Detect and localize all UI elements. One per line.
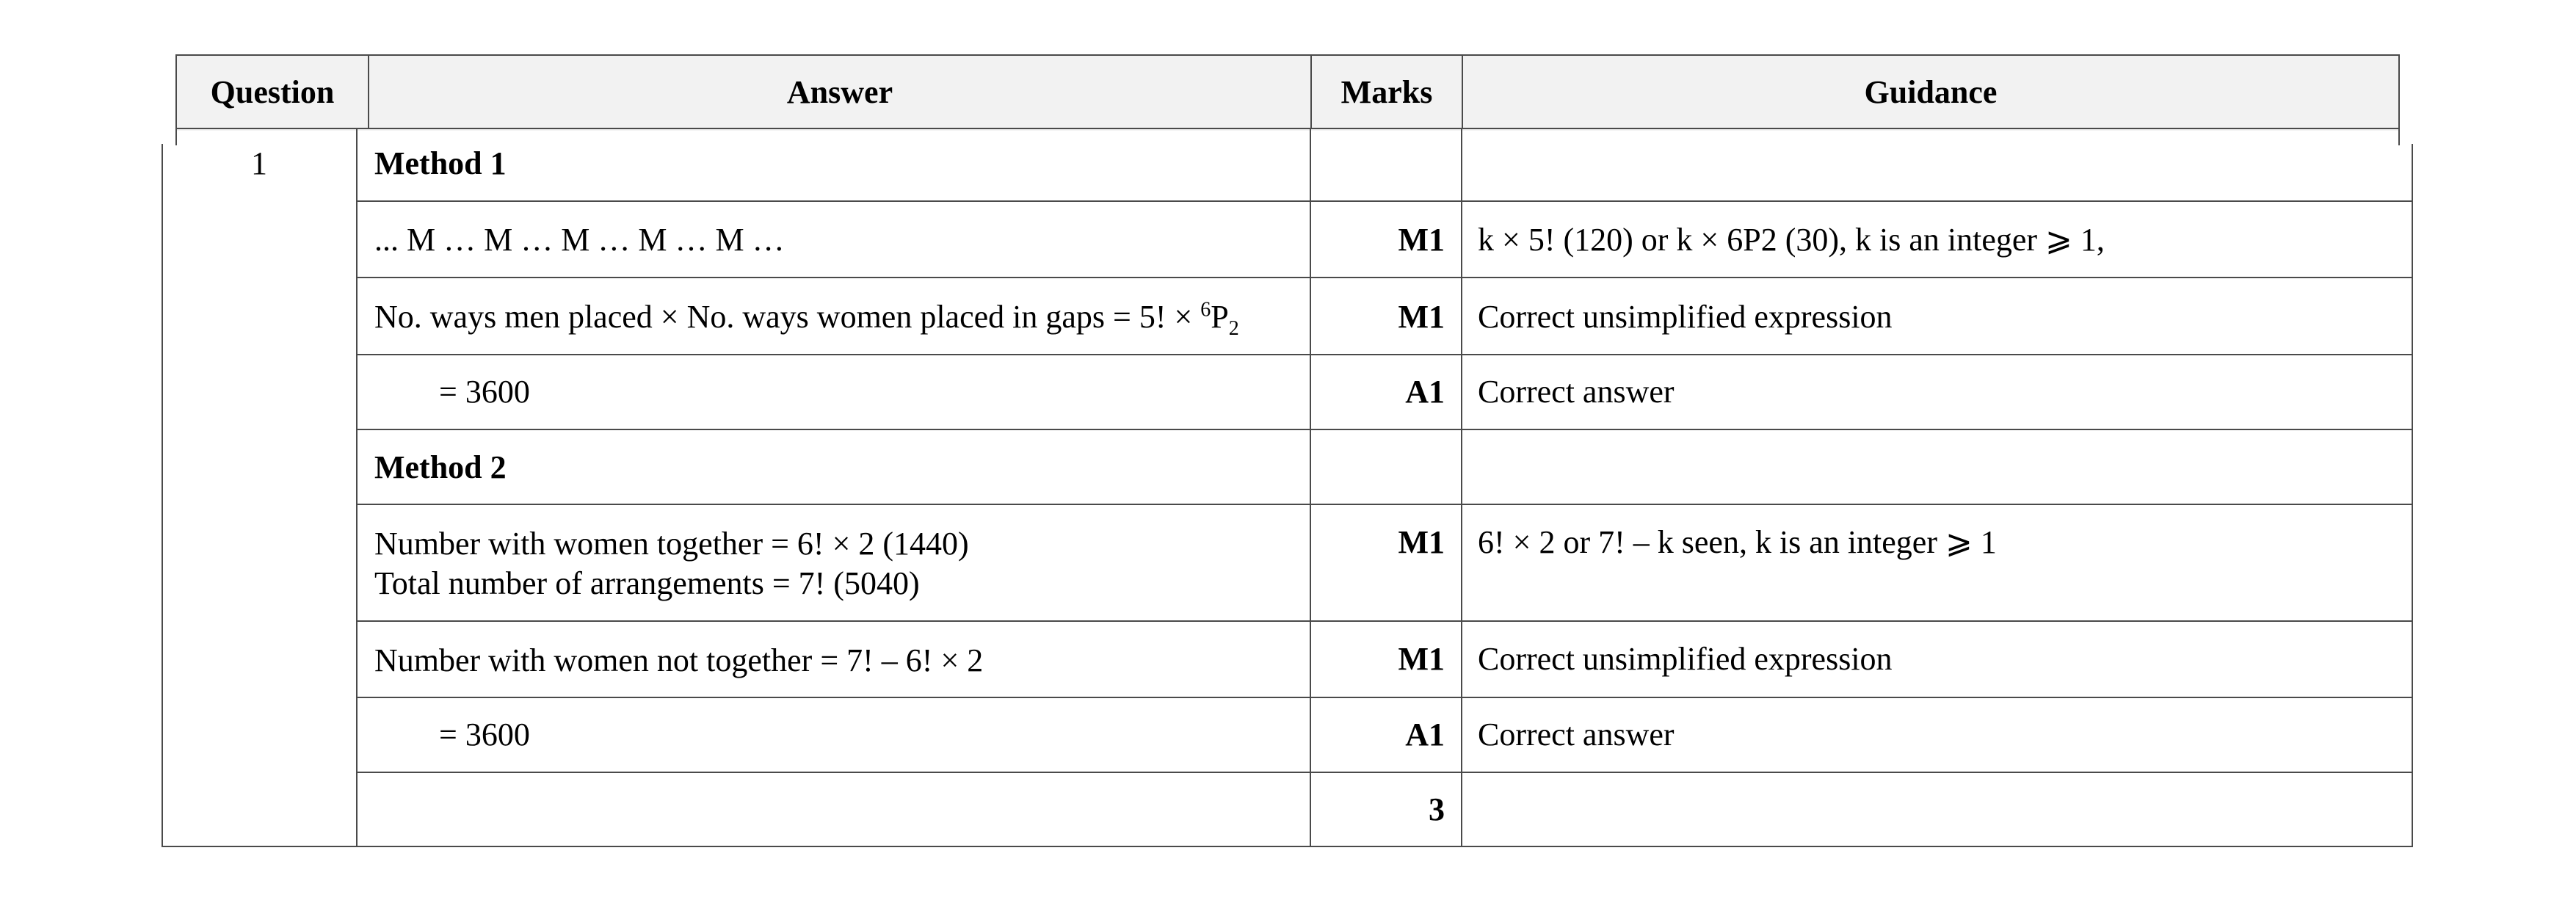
row-7-guidance: Correct answer	[1478, 717, 1675, 752]
row-3-guidance: Correct answer	[1478, 374, 1675, 410]
row-2-answer-subscript: 2	[1228, 316, 1239, 340]
row-7-answer: = 3600	[439, 717, 530, 752]
header-answer: Answer	[786, 73, 893, 110]
row-5-marks: M1	[1398, 524, 1445, 560]
header-border-q	[368, 54, 369, 129]
body-border-left	[162, 144, 163, 847]
row-line-6	[356, 620, 2413, 622]
row-line-4	[356, 429, 2413, 430]
row-5-answer-line-2: Total number of arrangements = 7! (5040)	[374, 565, 920, 601]
row-line-3	[356, 354, 2413, 355]
header-border-m	[1462, 54, 1463, 129]
row-7-marks: A1	[1405, 717, 1445, 752]
row-6-marks: M1	[1398, 641, 1445, 677]
row-line-8	[356, 772, 2413, 773]
row-2-answer-base: P	[1211, 299, 1229, 335]
header-border-right	[2398, 54, 2400, 145]
row-1-guidance: k × 5! (120) or k × 6P2 (30), k is an integer ⩾ 1,	[1478, 222, 2105, 258]
method-1-label: Method 1	[374, 145, 507, 181]
row-line-5	[356, 504, 2413, 505]
row-line-1	[356, 200, 2413, 202]
body-border-marks	[1461, 129, 1462, 847]
header-guidance: Guidance	[1864, 73, 1998, 110]
row-6-answer: Number with women not together = 7! – 6! × 2	[374, 642, 984, 678]
row-3-marks: A1	[1405, 374, 1445, 410]
row-5-answer-line-1: Number with women together = 6! × 2 (1440)	[374, 526, 969, 562]
total-marks: 3	[1429, 791, 1445, 827]
row-line-2	[356, 277, 2413, 278]
row-6-guidance: Correct unsimplified expression	[1478, 641, 1893, 677]
row-2-guidance: Correct unsimplified expression	[1478, 299, 1893, 335]
header-marks: Marks	[1340, 73, 1433, 110]
header-border-left	[175, 54, 177, 145]
row-2-answer-text: No. ways men placed × No. ways women placed in gaps = 5! ×	[374, 299, 1201, 335]
body-border-question	[356, 129, 358, 847]
body-border-right	[2412, 144, 2413, 847]
row-3-answer: = 3600	[439, 374, 530, 410]
question-number: 1	[251, 145, 267, 181]
header-bottom-line	[175, 128, 2400, 129]
table-bottom-line	[162, 846, 2413, 847]
row-2-marks: M1	[1398, 299, 1445, 335]
row-2-answer-superscript: 6	[1200, 298, 1211, 322]
header-border-a	[1310, 54, 1312, 129]
row-1-answer: ... M … M … M … M … M …	[374, 222, 785, 258]
header-question: Question	[210, 73, 335, 110]
row-line-7	[356, 697, 2413, 698]
body-border-answer	[1310, 129, 1311, 847]
row-2-answer	[374, 297, 1239, 340]
method-2-label: Method 2	[374, 449, 507, 485]
row-5-guidance: 6! × 2 or 7! – k seen, k is an integer ⩾ 1	[1478, 524, 1997, 560]
row-1-marks: M1	[1398, 222, 1445, 258]
